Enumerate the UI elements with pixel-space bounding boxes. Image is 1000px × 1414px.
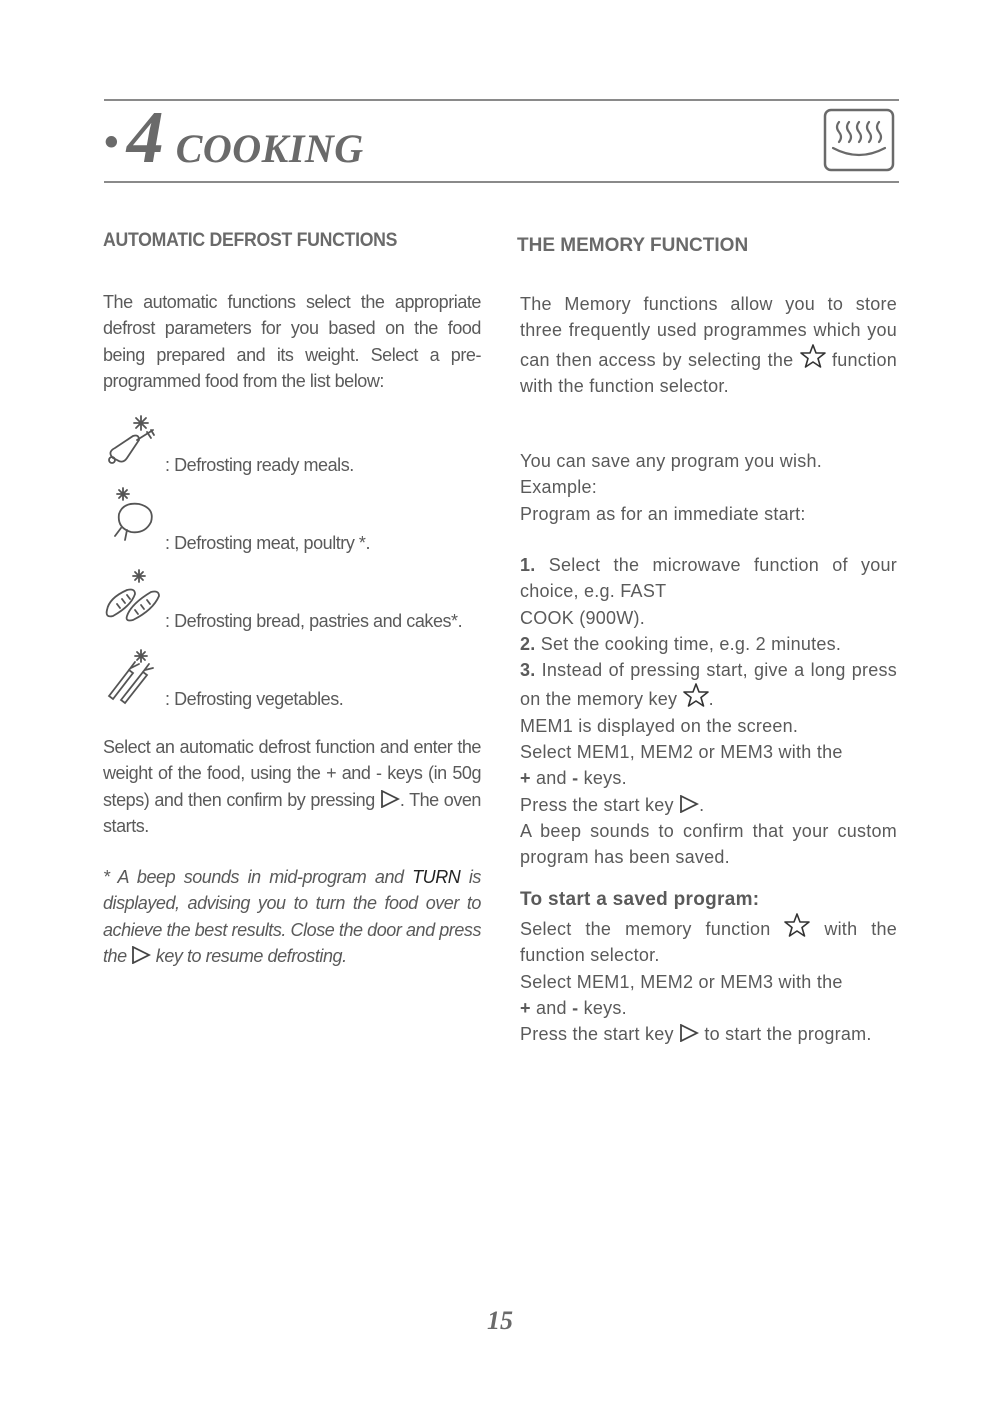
defrost-intro: The automatic functions select the appropriate defrost parameters for you based on the food being prepared and its weight. Select a pre-programmed food from the list below: [103, 292, 481, 391]
defrost-label-bread: : Defrosting bread, pastries and cakes*. [165, 611, 463, 631]
select-mem-text: Select MEM1, MEM2 or MEM3 with the [520, 742, 843, 763]
memory-heading: THE MEMORY FUNCTION [517, 235, 749, 256]
turn-note-text-b: is displayed, advising you to turn the food over to achieve the best results. Close the door and press the [103, 867, 481, 966]
step-1-number: 1. [520, 555, 536, 575]
example-label: Example: [520, 477, 598, 498]
start-key-icon [380, 790, 400, 808]
keys-text-2: keys. [578, 997, 627, 1018]
press-start-end: . [699, 794, 705, 815]
program-as-text: Program as for an immediate start: [520, 503, 806, 524]
turn-note-text-c: key to resume defrosting. [151, 945, 347, 966]
beep-confirm-text: A beep sounds to confirm that your custom program has been saved. [520, 820, 897, 868]
and-text-2: and [530, 997, 573, 1018]
plus-key-label-2: + [520, 997, 531, 1018]
memory-star-icon [784, 913, 810, 937]
defrost-section [103, 230, 481, 966]
defrost-program-list [103, 408, 483, 720]
step-3-text-end: . [708, 689, 714, 710]
plus-key-label: + [520, 768, 531, 789]
defrost-label-meat-poultry: : Defrosting meat, poultry *. [165, 533, 371, 553]
defrost-instructions-end: . The oven starts. [103, 789, 481, 836]
defrost-item-ready-meals [103, 408, 483, 486]
memory-save-info [520, 448, 897, 527]
memory-steps [520, 552, 897, 871]
chapter-number: 4 [126, 97, 164, 179]
chapter-title: COOKING [175, 126, 364, 171]
select-memory-text-b: with the function selector. [520, 919, 897, 966]
defrost-heading: AUTOMATIC DEFROST FUNCTIONS [103, 230, 398, 251]
and-text: and [530, 768, 573, 789]
step-2-text: Set the cooking time, e.g. 2 minutes. [535, 633, 842, 654]
step-3-text: Instead of pressing start, give a long press on the memory key [520, 660, 897, 710]
select-memory-text-a: Select the memory function [520, 919, 785, 939]
page-number: 15 [487, 1306, 513, 1335]
memory-intro-text-a: The Memory functions allow you to store three frequently used programmes which you can then access by selecting the [520, 294, 897, 370]
defrost-turn-note [103, 864, 481, 969]
memory-star-icon [683, 683, 709, 707]
step-1-text: Select the microwave function of your choice, e.g. FAST [520, 555, 897, 602]
keys-text: keys. [578, 768, 627, 789]
defrost-ready-meals-icon [103, 410, 165, 472]
defrost-label-vegetables: : Defrosting vegetables. [165, 689, 344, 709]
defrost-item-vegetables [103, 642, 483, 720]
chapter-bullet: • [104, 120, 119, 166]
turn-display-text: TURN [412, 867, 461, 887]
header-bottom-rule [104, 181, 899, 183]
mem1-displayed-text: MEM1 is displayed on the screen. [520, 715, 799, 736]
start-key-icon [131, 946, 151, 964]
saved-program-subhead: To start a saved program: [520, 889, 760, 910]
saved-program-section [520, 889, 897, 1047]
step-1-text-b: COOK (900W). [520, 607, 646, 628]
defrost-vegetables-icon [103, 646, 165, 708]
defrost-item-bread [103, 564, 483, 642]
oven-steam-icon [823, 108, 895, 172]
memory-section [517, 230, 897, 1045]
minus-key-label: - [572, 768, 579, 789]
step-3-number: 3. [520, 660, 536, 681]
memory-intro-text-b: function with the function selector. [520, 349, 897, 396]
press-start2-text-a: Press the start key [520, 1024, 680, 1045]
save-any-text: You can save any program you wish. [520, 451, 823, 471]
press-start-text: Press the start key [520, 794, 680, 815]
memory-star-icon [800, 344, 826, 368]
minus-key-label-2: - [572, 997, 579, 1018]
defrost-item-meat-poultry [103, 486, 483, 564]
step-2-number: 2. [520, 633, 536, 654]
start-key-icon [679, 1024, 699, 1042]
press-start2-text-b: to start the program. [699, 1024, 872, 1045]
saved-program-steps [520, 913, 897, 1047]
select-mem2-text: Select MEM1, MEM2 or MEM3 with the [520, 971, 843, 992]
turn-note-text-a: * A beep sounds in mid-program and [103, 867, 413, 887]
start-key-icon [679, 795, 699, 813]
defrost-bread-icon [103, 566, 165, 628]
defrost-meat-poultry-icon [109, 484, 171, 546]
defrost-label-ready-meals: : Defrosting ready meals. [165, 455, 354, 475]
defrost-instructions [103, 734, 481, 839]
memory-intro [520, 291, 897, 399]
defrost-instructions-text: Select an automatic defrost function and enter the weight of the food, using the + and - keys (in 50g steps) and then confirm by pressing [103, 737, 481, 810]
chapter-header [104, 96, 364, 186]
